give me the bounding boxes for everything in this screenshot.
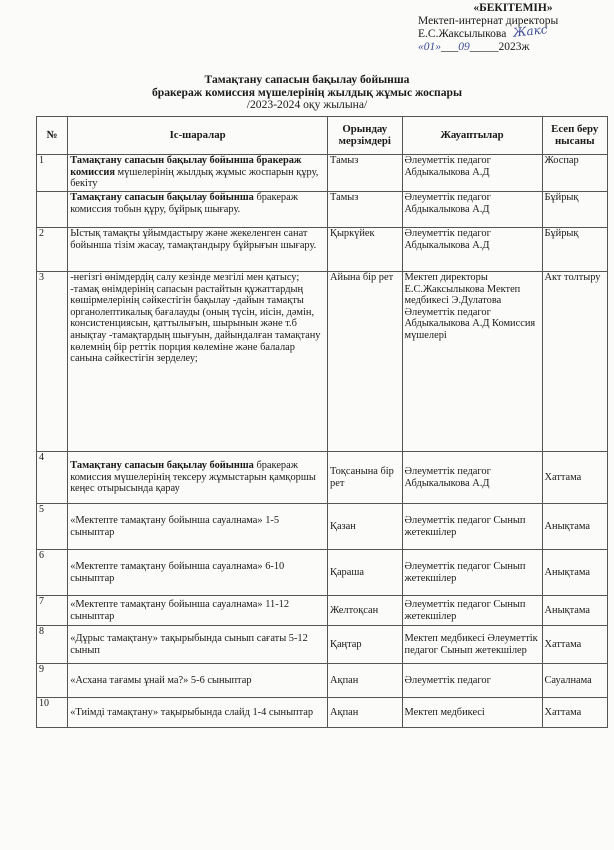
table-header-row — [37, 117, 608, 155]
report-cell: Анықтама — [542, 504, 608, 550]
title-line-2: бракераж комиссия мүшелерінің жылдық жұмыс жоспары — [151, 85, 463, 99]
activity-cell — [68, 228, 328, 272]
term-cell: Тамыз — [328, 192, 403, 228]
responsible-cell: Әлеуметтік педагог Абдыкалыкова А.Д — [402, 452, 542, 504]
table-row — [37, 504, 608, 550]
report-cell: Анықтама — [542, 596, 608, 626]
activity-cell — [68, 452, 328, 504]
term-cell: Қыркүйек — [328, 228, 403, 272]
responsible-cell: Мектеп медбикесі Әлеуметтік педагог Сынып жетекшілер — [402, 626, 542, 664]
term-cell: Қазан — [328, 504, 403, 550]
term-cell: Ақпан — [328, 664, 403, 698]
no-cell: 4 — [37, 452, 68, 504]
responsible-cell: Мектеп директоры Е.С.Жаксылыкова Мектеп медбикесі Э.Дулатова Әлеуметтік педагог Абдыкалыкова А.Д Комиссия мүшелері — [402, 272, 542, 452]
responsible-cell: Әлеуметтік педагог Сынып жетекшілер — [402, 596, 542, 626]
table-row — [37, 228, 608, 272]
no-cell: 9 — [37, 664, 68, 698]
no-cell: 7 — [37, 596, 68, 626]
table-row — [37, 596, 608, 626]
activity-text: «Мектепте тамақтану бойынша сауалнама» 6-10 сыныптар — [70, 560, 285, 584]
responsible-cell: Әлеуметтік педагог Абдыкалыкова А.Д — [402, 228, 542, 272]
responsible-cell: Әлеуметтік педагог Абдыкалыкова А.Д — [402, 192, 542, 228]
date-month: 09 — [458, 41, 470, 53]
header-report: Есеп беру нысаны — [542, 117, 608, 155]
no-cell: 6 — [37, 550, 68, 596]
term-cell: Ақпан — [328, 698, 403, 728]
table-row — [37, 626, 608, 664]
report-cell: Бұйрық — [542, 192, 608, 228]
plan-table — [36, 116, 608, 728]
responsible-cell: Әлеуметтік педагог Сынып жетекшілер — [402, 504, 542, 550]
report-cell: Хаттама — [542, 698, 608, 728]
term-cell: Тамыз — [328, 155, 403, 192]
date-year: 2023ж — [498, 41, 530, 53]
approval-block — [418, 2, 608, 54]
document-title — [0, 74, 614, 112]
title-line-3: /2023-2024 оқу жылына/ — [246, 98, 368, 111]
responsible-cell: Әлеуметтік педагог — [402, 664, 542, 698]
activity-cell — [68, 550, 328, 596]
table-row — [37, 155, 608, 192]
activity-text: мүшелерінің жылдық жұмыс жоспарын құру, бекіту — [70, 166, 319, 190]
director-name: Е.С.Жаксылыкова — [418, 28, 507, 40]
activity-bold-text: Тамақтану сапасын бақылау бойынша — [70, 192, 254, 203]
term-cell: Айына бір рет — [328, 272, 403, 452]
report-cell: Жоспар — [542, 155, 608, 192]
activity-text: «Асхана тағамы ұнай ма?» 5-6 сыныптар — [70, 674, 252, 686]
no-cell: 8 — [37, 626, 68, 664]
approval-date: «01»___09_____2023ж — [418, 41, 530, 53]
responsible-cell: Әлеуметтік педагог Абдыкалыкова А.Д — [402, 155, 542, 192]
term-cell: Тоқсанына бір рет — [328, 452, 403, 504]
activity-cell — [68, 504, 328, 550]
activity-text: «Дұрыс тамақтану» тақырыбында сынып сағаты 5-12 сынып — [70, 632, 308, 656]
approval-heading: «БЕКІТЕМІН» — [473, 2, 553, 14]
report-cell: Хаттама — [542, 626, 608, 664]
no-cell: 10 — [37, 698, 68, 728]
director-position: Мектеп-интернат директоры — [418, 15, 559, 27]
table-row — [37, 550, 608, 596]
activity-cell — [68, 664, 328, 698]
no-cell: 1 — [37, 155, 68, 192]
activity-text: бракераж комиссия мүшелерінің тексеру жұмыстарын қамқоршы кеңес отырысында қарау — [70, 460, 316, 495]
header-term: Орындау мерзімдері — [328, 117, 403, 155]
no-cell: 3 — [37, 272, 68, 452]
report-cell: Акт толтыру — [542, 272, 608, 452]
header-no: № — [37, 117, 68, 155]
activity-cell — [68, 626, 328, 664]
term-cell: Қараша — [328, 550, 403, 596]
table-row — [37, 698, 608, 728]
activity-text: «Тиімді тамақтану» тақырыбында слайд 1-4 сыныптар — [70, 706, 314, 718]
responsible-cell: Мектеп медбикесі — [402, 698, 542, 728]
title-line-1: Тамақтану сапасын бақылау бойынша — [204, 73, 410, 86]
table-row — [37, 664, 608, 698]
activity-text: -негізгі өнімдердің салу кезінде мезгілі мен қатысу; -тамақ өнімдерінің сапасын растайтын құжаттардың көшірмелерінің сәйкестігін бақылау -дайын тамақты органолептикалық бағалауды (оның түсін, иісін, дәмін, консистенциясын, қаттылығын, шырынын және т.б анықтау -тамақтардың шығуын, дайындалған тамақтану көлемнің бір реттік порция көлеміне және балалар санына сәйкестігін зерделеу; — [70, 272, 321, 365]
header-activities: Іс-шаралар — [68, 117, 328, 155]
activity-text: «Мектепте тамақтану бойынша сауалнама» 11-12 сыныптар — [70, 598, 290, 622]
activity-text: бракераж комиссия тобын құру, бұйрық шығару. — [70, 192, 298, 215]
activity-bold-text: Тамақтану сапасын бақылау бойынша бракераж комиссия — [70, 155, 302, 178]
term-cell: Желтоқсан — [328, 596, 403, 626]
handwritten-signature: Жакс — [512, 22, 549, 40]
report-cell: Сауалнама — [542, 664, 608, 698]
term-cell: Қаңтар — [328, 626, 403, 664]
activity-cell — [68, 155, 328, 192]
activity-cell — [68, 698, 328, 728]
date-day: «01» — [418, 41, 441, 53]
report-cell: Хаттама — [542, 452, 608, 504]
no-cell — [37, 192, 68, 228]
activity-cell — [68, 272, 328, 452]
activity-cell — [68, 596, 328, 626]
activity-text: «Мектепте тамақтану бойынша сауалнама» 1-5 сыныптар — [70, 514, 280, 538]
no-cell: 5 — [37, 504, 68, 550]
director-name-line — [418, 22, 608, 41]
header-responsible: Жауаптылар — [402, 117, 542, 155]
table-row — [37, 452, 608, 504]
responsible-cell: Әлеуметтік педагог Сынып жетекшілер — [402, 550, 542, 596]
table-row — [37, 272, 608, 452]
report-cell: Анықтама — [542, 550, 608, 596]
no-cell: 2 — [37, 228, 68, 272]
activity-bold-text: Тамақтану сапасын бақылау бойынша — [70, 460, 254, 472]
table-body — [37, 155, 608, 728]
activity-text: Ыстық тамақты ұйымдастыру және жекеленген санат бойынша тізім жасау, тамақтандыру бұйрығын шығару. — [70, 228, 317, 251]
report-cell: Бұйрық — [542, 228, 608, 272]
activity-cell — [68, 192, 328, 228]
table-row — [37, 192, 608, 228]
